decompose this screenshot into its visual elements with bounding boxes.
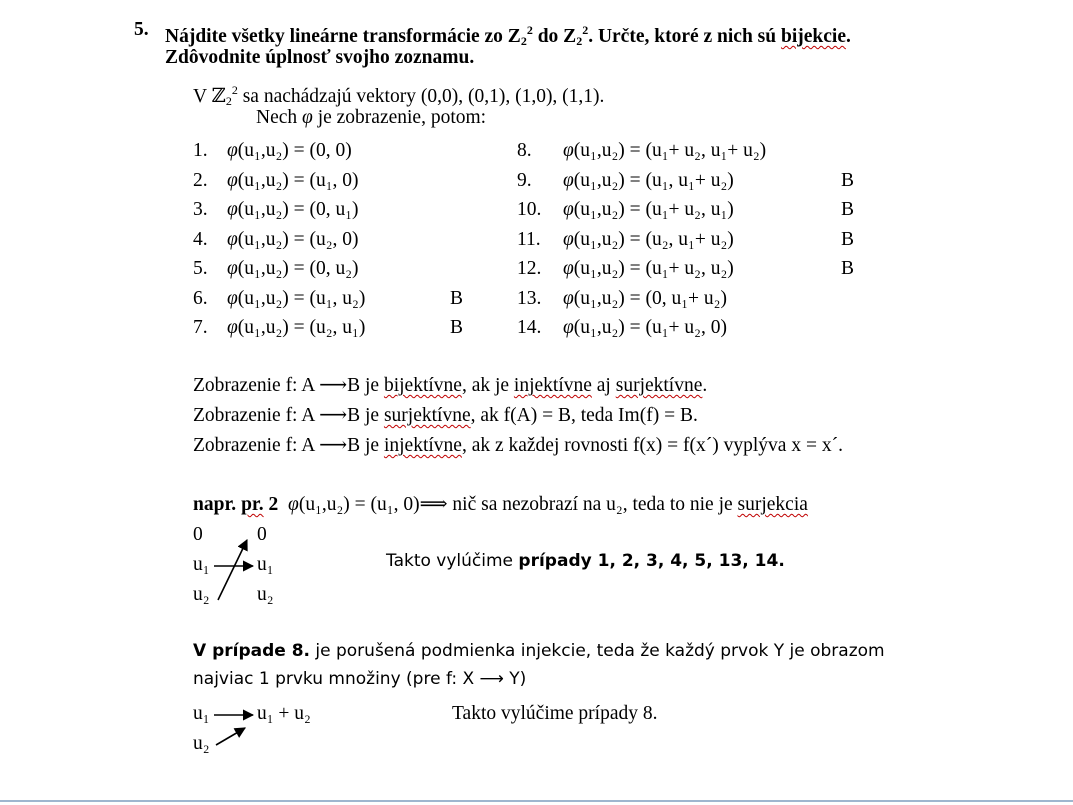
mapping-item	[193, 169, 359, 193]
bijection-mark: B	[450, 317, 464, 338]
mapping-item	[193, 139, 352, 163]
mapping-number: 3.	[193, 199, 208, 220]
bijection-mark: B	[841, 228, 855, 250]
mapping-expression: (u₁,u₂) = (0, u₁)	[237, 199, 359, 220]
arrow-u2-to-0	[218, 540, 247, 600]
phi-symbol: φ	[563, 287, 574, 309]
mapping-expression: (u₁,u₂) = (u₁+ u₂, u₁+ u₂)	[573, 140, 767, 161]
phi-symbol: φ	[227, 199, 238, 220]
mapping-number: 5.	[193, 258, 208, 279]
mapping-number: 7.	[193, 317, 208, 338]
phi-symbol: φ	[563, 317, 574, 338]
mapping-item	[193, 228, 359, 252]
example-1-right-1: u₁	[257, 554, 274, 575]
phi-symbol: φ	[227, 258, 238, 279]
mapping-item	[517, 257, 734, 281]
example-2-left-0: u₁	[193, 703, 210, 724]
arrow-u2-to-sum	[216, 728, 245, 745]
mapping-item	[517, 198, 734, 222]
mapping-expression: (u₁,u₂) = (u₁, u₁+ u₂)	[573, 169, 734, 191]
phi-symbol: φ	[227, 317, 238, 338]
definition-surjective: Zobrazenie f: A ⟶B je surjektívne, ak f(A) = B, teda Im(f) = B.	[193, 405, 698, 426]
mapping-number: 2.	[193, 169, 208, 191]
mapping-item	[193, 257, 359, 281]
mapping-number: 1.	[193, 140, 208, 161]
page-bottom-border	[0, 800, 1073, 802]
mapping-number: 10.	[517, 199, 542, 220]
phi-symbol: φ	[563, 140, 574, 161]
mapping-number: 8.	[517, 140, 532, 161]
mapping-item	[517, 169, 734, 193]
example-2-conclusion: Takto vylúčime prípady 8.	[452, 703, 658, 724]
mapping-expression: (u₁,u₂) = (u₂, u₁+ u₂)	[573, 228, 734, 250]
example-1-right-0: 0	[257, 524, 267, 545]
example-1-heading: napr. pr. 2 φ(u₁,u₂) = (u₁, 0)⟹ nič sa nezobrazí na u₂, teda to nie je surjekcia	[193, 494, 808, 515]
mapping-number: 9.	[517, 169, 532, 191]
phi-symbol: φ	[563, 228, 574, 250]
mapping-expression: (u₁,u₂) = (u₂, u₁)	[237, 317, 366, 338]
example-1-left-1: u₁	[193, 554, 210, 575]
mapping-expression: (u₁,u₂) = (u₁, 0)	[237, 169, 359, 191]
mapping-item	[517, 228, 734, 252]
phi-symbol: φ	[227, 140, 238, 161]
set-symbol: Z	[563, 26, 577, 47]
set-symbol: Z	[507, 26, 521, 47]
mapping-item	[517, 287, 727, 311]
spellcheck-word: bijekcie	[780, 26, 846, 47]
mapping-expression: (u₁,u₂) = (u₁+ u₂, u₂)	[573, 258, 734, 279]
mapping-expression: (u₁,u₂) = (0, u₂)	[237, 258, 359, 279]
intro-line2: Nech φ je zobrazenie, potom:	[256, 107, 487, 128]
example-1-conclusion: Takto vylúčime prípady 1, 2, 3, 4, 5, 13, 14.	[386, 551, 785, 571]
phi-symbol: φ	[227, 228, 238, 250]
mapping-expression: (u₁,u₂) = (u₂, 0)	[237, 228, 359, 250]
example-1-left-2: u₂	[193, 584, 210, 605]
mapping-item	[193, 198, 359, 222]
example-2-target: u₁ + u₂	[257, 703, 311, 724]
phi-symbol: φ	[227, 287, 238, 309]
example-2-line1: V prípade 8. je porušená podmienka injekcie, teda že každý prvok Y je obrazom	[193, 641, 885, 661]
mapping-number: 12.	[517, 258, 542, 279]
bijection-mark: B	[841, 169, 855, 191]
phi-symbol: φ	[227, 169, 238, 191]
mapping-item	[193, 287, 365, 311]
example-1-right-2: u₂	[257, 584, 274, 605]
mapping-item	[517, 139, 766, 163]
mapping-expression: (u₁,u₂) = (u₁+ u₂, 0)	[573, 317, 727, 338]
bijection-mark: B	[450, 287, 464, 309]
definition-bijective: Zobrazenie f: A ⟶B je bijektívne, ak je injektívne aj surjektívne.	[193, 375, 708, 396]
implies-arrow-icon: ⟹	[419, 494, 448, 515]
mapping-expression: (u₁,u₂) = (0, u₁+ u₂)	[573, 287, 727, 309]
example-1-left-0: 0	[193, 524, 203, 545]
mapping-expression: (u₁,u₂) = (0, 0)	[237, 140, 352, 161]
mapping-number: 14.	[517, 317, 542, 338]
problem-title: Nájdite všetky lineárne transformácie zo $Z2^2$ do $Z2^2$. Určte, ktoré z nich sú bijekcie.	[165, 23, 851, 48]
bijection-mark: B	[841, 199, 855, 220]
mapping-expression: (u₁,u₂) = (u₁, u₂)	[237, 287, 366, 309]
phi-symbol: φ	[563, 258, 574, 279]
mapping-number: 11.	[517, 228, 541, 250]
definition-injective: Zobrazenie f: A ⟶B je injektívne, ak z každej rovnosti f(x) = f(x´) vyplýva x = x´.	[193, 435, 843, 456]
mapping-number: 13.	[517, 287, 542, 309]
example-2-left-1: u₂	[193, 733, 210, 754]
mapping-item	[193, 316, 365, 340]
phi-symbol: φ	[563, 169, 574, 191]
problem-number: 5.	[134, 19, 149, 40]
bijection-mark: B	[841, 258, 855, 279]
problem-title-line2: Zdôvodnite úplnosť svojho zoznamu.	[165, 47, 475, 68]
intro-line1: V $ℤ2^2$ sa nachádzajú vektory (0,0), (0,1), (1,0), (1,1).	[193, 83, 605, 108]
mapping-number: 4.	[193, 228, 208, 250]
mapping-item	[517, 316, 727, 340]
mapping-expression: (u₁,u₂) = (u₁+ u₂, u₁)	[573, 199, 734, 220]
example-2-line2: najviac 1 prvku množiny (pre f: X ⟶ Y)	[193, 669, 527, 689]
mapping-number: 6.	[193, 287, 208, 309]
phi-symbol: φ	[563, 199, 574, 220]
